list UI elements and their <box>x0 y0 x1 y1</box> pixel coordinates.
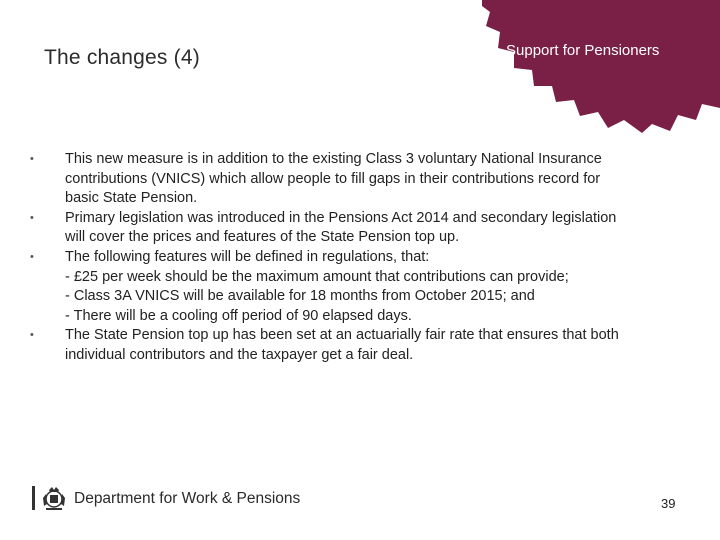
department-name: Department for Work & Pensions <box>74 490 301 507</box>
bullet-subline: - There will be a cooling off period of 90 elapsed days. <box>65 307 412 324</box>
bullet-line: The State Pension top up has been set at an actuarially fair rate that ensures that both <box>65 327 619 344</box>
bullet-item <box>30 248 690 326</box>
bullet-line: This new measure is in addition to the existing Class 3 voluntary National Insurance <box>65 151 602 167</box>
bullet-subline: - £25 per week should be the maximum amount that contributions can provide; <box>65 268 569 285</box>
bullet-item <box>30 150 690 209</box>
slide-title: The changes (4) <box>44 46 200 69</box>
gear-banner <box>482 0 720 133</box>
bullet-list <box>30 150 690 366</box>
bullet-subline: - Class 3A VNICS will be available for 18 months from October 2015; and <box>65 288 535 305</box>
gear-icon <box>482 0 720 133</box>
bullet-item <box>30 209 690 248</box>
bullet-icon: • <box>30 153 34 165</box>
bullet-icon: • <box>30 211 34 224</box>
bullet-line: basic State Pension. <box>65 190 198 207</box>
footer-divider <box>32 486 35 510</box>
bullet-line: will cover the prices and features of the State Pension top up. <box>65 229 460 246</box>
banner-text: Support for Pensioners <box>506 42 660 59</box>
footer <box>32 484 332 516</box>
bullet-line: contributions (VNICS) which allow people to fill gaps in their contributions record for <box>65 170 601 187</box>
bullet-icon: • <box>30 329 34 342</box>
bullet-line: individual contributors and the taxpayer get a fair deal. <box>65 346 414 363</box>
royal-crest-icon <box>40 484 68 512</box>
bullet-line: The following features will be defined in regulations, that: <box>65 248 430 265</box>
bullet-line: Primary legislation was introduced in the Pensions Act 2014 and secondary legislation <box>65 209 617 226</box>
bullet-item <box>30 326 690 365</box>
bullet-icon: • <box>30 250 34 263</box>
page-number: 39 <box>661 496 676 511</box>
slide-content <box>30 150 690 366</box>
